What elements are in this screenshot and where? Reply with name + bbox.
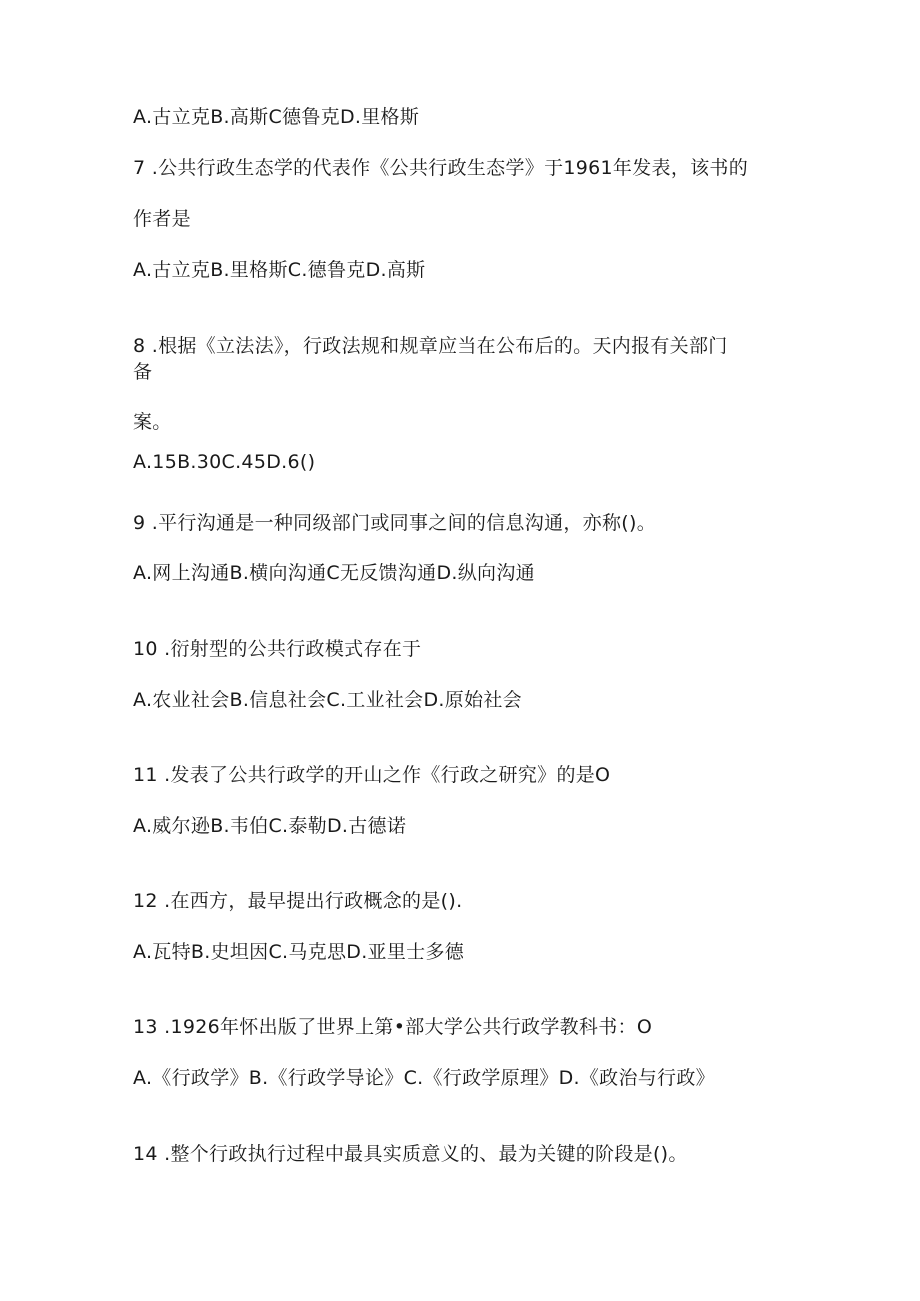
question-10-text: 10 .衍射型的公共行政模式存在于 <box>133 638 422 660</box>
question-12-options: A.瓦特B.史坦因C.马克思D.亚里士多德 <box>133 941 465 963</box>
question-8-text-cont: 备 <box>133 361 153 383</box>
question-8-options: A.15B.30C.45D.6() <box>133 451 316 473</box>
question-13-options: A.《行政学》B.《行政学导论》C.《行政学原理》D.《政治与行政》 <box>133 1067 715 1089</box>
question-8-text-cont-2: 案。 <box>133 411 172 433</box>
question-7-text-cont: 作者是 <box>133 208 191 230</box>
question-8-text: 8 .根据《立法法》，行政法规和规章应当在公布后的。天内报有关部门 <box>133 335 728 357</box>
question-12-text: 12 .在西方，最早提出行政概念的是(). <box>133 890 463 912</box>
question-13-text: 13 .1926年怀出版了世界上第•部大学公共行政学教科书：O <box>133 1016 653 1038</box>
question-14-text: 14 .整个行政执行过程中最具实质意义的、最为关键的阶段是()。 <box>133 1143 688 1165</box>
question-6-options: A.古立克B.高斯C德鲁克D.里格斯 <box>133 106 420 128</box>
question-9-text: 9 .平行沟通是一种同级部门或同事之间的信息沟通，亦称()。 <box>133 512 656 534</box>
question-7-options: A.古立克B.里格斯C.德鲁克D.高斯 <box>133 259 426 281</box>
question-7-text: 7 .公共行政生态学的代表作《公共行政生态学》于1961年发表，该书的 <box>133 157 749 179</box>
question-9-options: A.网上沟通B.横向沟通C无反馈沟通D.纵向沟通 <box>133 562 535 584</box>
question-10-options: A.农业社会B.信息社会C.工业社会D.原始社会 <box>133 689 522 711</box>
question-11-options: A.威尔逊B.韦伯C.泰勒D.古德诺 <box>133 815 407 837</box>
question-11-text: 11 .发表了公共行政学的开山之作《行政之研究》的是O <box>133 764 611 786</box>
